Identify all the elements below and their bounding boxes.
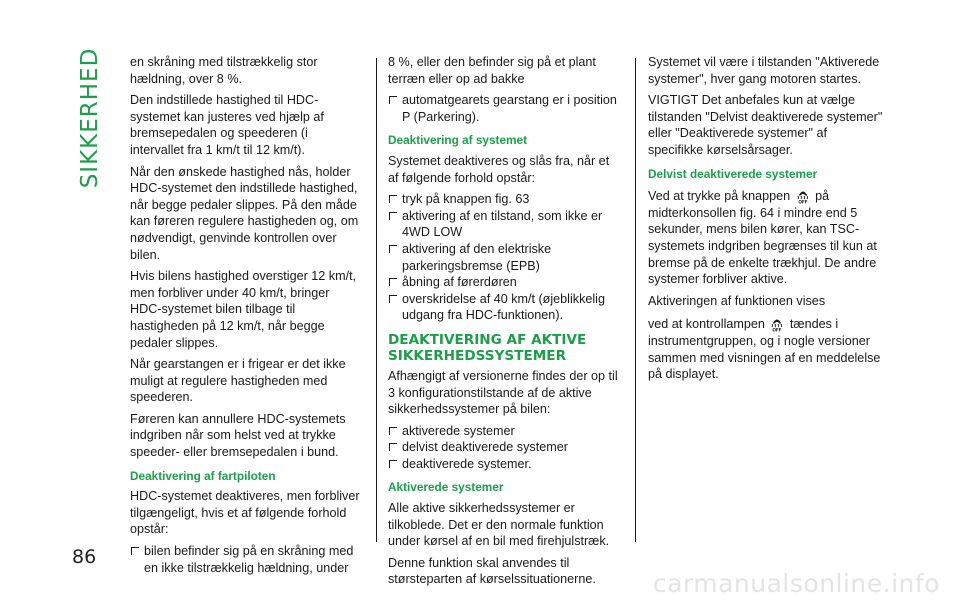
paragraph: VIGTIGT Det anbefales kun at vælge tilstanden "Delvist deaktiverede systemer" eller "Deaktiverede systemer" af specifikke kørselsårsager. — [648, 93, 883, 157]
paragraph: Denne funktion skal anvendes til størsteparten af kørselssituationerne. — [388, 555, 596, 587]
bullet-item — [388, 291, 622, 324]
bullet-text: aktiverede systemer — [402, 423, 515, 438]
bullet-text: automatgearets gearstang er i position P (Parkering). — [402, 93, 617, 124]
paragraph: Når den ønskede hastighed nås, holder HDC-systemet den indstillede hastighed, når begge pedaler slippes. På den måde kan føreren regulere hastigheden og, om nødvendigt, genvinde kontrollen over bilen. — [130, 164, 359, 262]
bullet-text: bilen befinder sig på en skråning med en ikke tilstrækkelig hældning, under — [144, 544, 354, 575]
bullet-marker-icon — [389, 96, 397, 104]
bullet-text: overskridelse af 40 km/t (øjeblikkelig udgang fra HDC-funktionen). — [402, 291, 605, 323]
bullet-item — [388, 241, 622, 274]
section-title: SIKKERHED — [77, 47, 103, 189]
paragraph-text: på midterkonsollen fig. 64 i mindre end 5 sekunder, mens bilen kører, kan TSC-systemets indgriben begrænses til kun at bremse på de enkelte trækhjul. De andre systemer forbliver aktive. — [648, 189, 877, 287]
paragraph: Afhængigt af versionerne findes der op til 3 konfigurationstilstande af de aktive sikkerhedssystemer på bilen: — [388, 368, 618, 417]
column-divider — [635, 58, 636, 542]
paragraph: Systemet deaktiveres og slås fra, når et af følgende forhold opstår: — [388, 153, 610, 185]
bullet-marker-icon — [389, 295, 397, 303]
bullet-marker-icon — [389, 212, 397, 220]
bullet-item — [388, 456, 622, 473]
paragraph: HDC-systemet deaktiveres, men forbliver tilgængeligt, hvis et af følgende forhold opstår: — [130, 489, 360, 537]
bullet-marker-icon — [389, 278, 397, 286]
paragraph-text: Ved at trykke på knappen — [648, 189, 791, 204]
bullet-item — [388, 191, 622, 208]
subheading: Delvist deaktiverede systemer — [648, 166, 818, 181]
subheading: Deaktivering af systemet — [388, 133, 528, 148]
bullet-item — [130, 543, 362, 576]
paragraph — [648, 186, 884, 288]
esc-off-icon — [796, 186, 810, 204]
paragraph: Når gearstangen er i frigear er det ikke muligt at regulere hastigheden med speederen. — [130, 357, 346, 405]
bullet-text: tryk på knappen fig. 63 — [402, 192, 530, 207]
bullet-text: aktivering af den elektriske parkeringsbremse (EPB) — [402, 241, 552, 273]
page-number: 86 — [72, 546, 97, 568]
paragraph: Føreren kan annullere HDC-systemets indgriben når som helst ved at trykke speeder- eller bremsepedalen i bund. — [130, 411, 346, 460]
bullet-item — [388, 439, 622, 456]
bullet-text: deaktiverede systemer. — [402, 456, 532, 471]
bullet-marker-icon — [389, 460, 397, 468]
paragraph: Hvis bilens hastighed overstiger 12 km/t, men forbliver under 40 km/t, bringer HDC-systemet bilen tilbage til hastigheden på 12 km/t, når begge pedaler slippes. — [130, 269, 357, 350]
bullet-text: aktivering af en tilstand, som ikke er 4WD LOW — [402, 208, 603, 240]
bullet-marker-icon — [131, 547, 139, 555]
bullet-marker-icon — [389, 245, 397, 253]
paragraph: Systemet vil være i tilstanden "Aktiverede systemer", hver gang motoren startes. — [648, 55, 880, 86]
bullet-marker-icon — [389, 195, 397, 203]
esc-off-indicator-icon — [770, 314, 784, 332]
column-divider — [376, 58, 377, 542]
icon-label: OFF — [772, 327, 783, 333]
column-3 — [648, 54, 884, 388]
paragraph — [648, 314, 884, 382]
paragraph-text: ved at kontrollampen — [648, 317, 765, 332]
subheading: Deaktivering af fartpiloten — [130, 468, 276, 483]
column-1 — [130, 54, 362, 576]
paragraph: 8 %, eller den befinder sig på et plant terræn eller op ad bakke — [388, 55, 596, 86]
bullet-item — [388, 208, 622, 241]
bullet-item — [388, 274, 622, 291]
paragraph: Den indstillede hastighed til HDC-systemet kan justeres ved hjælp af bremsepedalen og speederen (i intervallet fra 1 km/t til 12 km/t). — [130, 93, 324, 157]
bullet-text: delvist deaktiverede systemer — [402, 440, 568, 455]
icon-label: OFF — [798, 199, 808, 205]
bullet-text: åbning af førerdøren — [402, 275, 517, 290]
paragraph: Aktiveringen af funktionen vises — [648, 293, 826, 308]
subheading: Aktiverede systemer — [388, 480, 504, 495]
paragraph: en skråning med tilstrækkelig stor hældning, over 8 %. — [130, 55, 318, 86]
watermark: carmanualsonline.info — [652, 569, 940, 598]
bullet-marker-icon — [389, 427, 397, 435]
bullet-marker-icon — [389, 443, 397, 451]
paragraph-text: tændes i instrumentgruppen, og i nogle versioner sammen med visningen af en meddelelse på displayet. — [648, 317, 881, 382]
section-heading: DEAKTIVERING AF AKTIVE SIKKERHEDSSYSTEMER — [388, 331, 587, 364]
bullet-item — [388, 92, 622, 125]
paragraph: Alle aktive sikkerhedssystemer er tilkoblede. Det er den normale funktion under kørsel af en bil med firehjulstræk. — [388, 501, 610, 549]
column-2 — [388, 54, 622, 593]
bullet-item — [388, 423, 622, 440]
